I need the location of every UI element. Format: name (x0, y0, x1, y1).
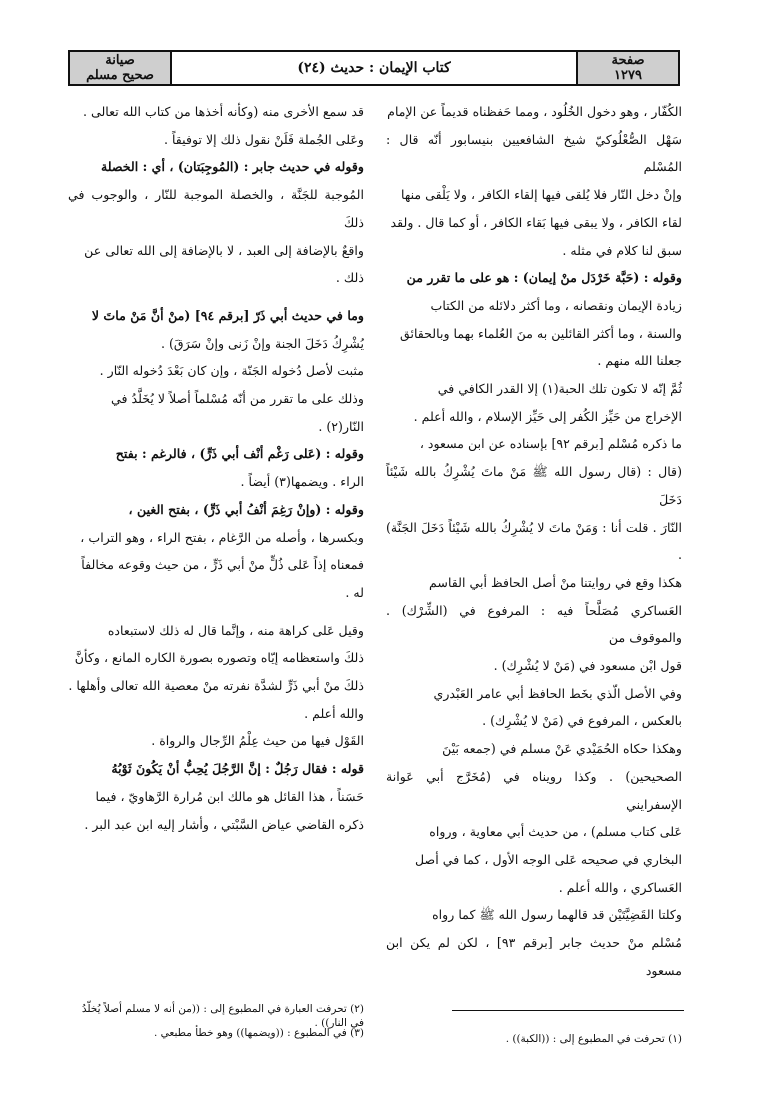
text-line: قول ابْن مسعود في (مَنْ لا يُشْرِك) . (493, 658, 682, 674)
text-line: وقوله : (عَلى رَغْم أنْف أبي ذَرٍّ) ، فالرغم : بفتح (115, 446, 364, 462)
footnote-divider (452, 1010, 684, 1011)
text-line: ذلكَ منْ أبي ذَرٍّ لشدَّة نفرته منْ معصية الله تعالى وأهلها . (68, 678, 364, 694)
text-line: وعَلى الجُملة فَلَنْ نقول ذلك إلا توفيقاً . (163, 131, 364, 147)
text-line: وفي الأصل الّذي بخَط الحافظ أبي عامر العَبْدري (433, 685, 682, 701)
text-line: ثُمَّ إنّه لا تكون تلك الحبة(١) إلا القدر الكافي في (437, 381, 682, 397)
footnote: (١) تحرفت في المطبوع إلى : ((الكبة)) . (505, 1033, 682, 1045)
text-line: سَهْل الصُّعْلُوكيّ شيخ الشافعيين بنيسابور أنّه قال : المُسْلم (386, 131, 682, 175)
text-line: الإخراج من حَيِّز الكُفر إلى حَيِّز الإسلام ، والله أعلم . (413, 408, 682, 424)
book-title-line1: صيانة (105, 53, 135, 68)
text-line: قوله : فقال رَجُلٌ : إنَّ الرَّجُلَ يُحِبُّ أنْ يَكُونَ ثَوْبُهُ (111, 761, 364, 777)
text-line: لقاء الكافر ، ولا يبقى فيها بَقاء الكافر ، أو كما قال . ولقد (390, 214, 682, 230)
text-line: والسنة ، وما أكثر القائلين به منَ العُلماء بهما وبالحقائق (399, 325, 682, 341)
text-line: له . (345, 584, 364, 600)
text-line: وما في حديث أبي ذَرّ [برقم ٩٤] (منْ أنَّ مَنْ ماتَ لا (91, 307, 364, 323)
text-line: وقوله في حديث جابر : (المُوجِبَتان) ، أي : الخصلة (100, 159, 364, 175)
chapter-title: كتاب الإيمان : حديث (٢٤) (297, 60, 451, 76)
text-line: وبكسرها ، وأصله من الرَّغام ، بفتح الراء ، وهو التراب ، (80, 529, 364, 545)
text-line: ما ذكره مُسْلم [برقم ٩٢] بإسناده عن ابن مسعود ، (419, 436, 682, 452)
text-line: عَلى كتاب مسلم) ، من حديث أبي معاوية ، ورواه (429, 824, 682, 840)
text-line: والله أعلم . (304, 705, 364, 721)
text-line: ذلكَ واستعظامه إيّاه وتصوره بصورة الكاره المانع ، وكأنَّ (74, 650, 364, 666)
page-header (68, 50, 680, 86)
text-line: البخاري في صحيحه عَلى الوجه الأول ، كما في أصل (415, 851, 682, 867)
text-line: المُوجبة للجَنَّة ، والخصلة الموجبة للنّار ، والوجوب في ذلكَ (68, 187, 364, 230)
text-line: وقيل عَلى كراهة منه ، وإنَّما قال له ذلك لاستبعاده (107, 622, 364, 638)
text-line: النّارَ . قلت أنا : وَمَنْ ماتَ لا يُشْرِكُ بالله شَيْئاً دَخَلَ الجَنَّة) . (386, 519, 682, 563)
book-title-box (70, 52, 172, 84)
text-line: القَوْل فيها من حيث عِلْمُ الرِّجال والرواة . (151, 733, 364, 749)
text-line: هكذا وقع في روايتنا منْ أصل الحافظ أبي القاسم (429, 574, 682, 590)
text-line: النّار(٢) . (318, 418, 364, 434)
text-line: وإنْ دخل النّار فلا يُلقى فيها إلقاء الكافر ، ولا يَلْقى منها (400, 187, 682, 203)
text-line: الراء . ويضمها(٣) أيضاً . (240, 474, 364, 490)
text-line: وذلك على ما تقرر من أنّه مُسْلماً أصلاً لا يُخَلَّدُ في (110, 391, 364, 407)
text-line: (قال : (قال رسول الله ﷺ مَنْ ماتَ يُشْرِكُ بالله شَيْئاً دَخَلَ (386, 464, 682, 507)
text-line: الصحيحين) . وكذا رويناه في (مُخَرَّج أبي عَوانة الإسفرايني (386, 768, 682, 812)
text-line: قد سمع الأخرى منه (وكأنه أخذها من كتاب الله تعالى . (82, 104, 364, 119)
left-column (68, 98, 364, 838)
text-line: مثبت لأصل دُخوله الجَنّة ، وإن كان بَعْدَ دُخوله النّار . (99, 363, 364, 379)
right-column (386, 98, 682, 985)
text-line: حَسَناً ، هذا القائل هو مالك ابن مُرارة الرَّهاويّ ، فيما (95, 788, 364, 804)
footnote: (٣) في المطبوع : ((ويضمها)) وهو خطأ مطبعي . (153, 1027, 364, 1039)
footnote: (٢) تحرفت العبارة في المطبوع إلى : ((من أنه لا مسلم أصلاً يُخلّدُ في النار)) . (81, 1003, 364, 1029)
page-number-box (576, 52, 678, 84)
book-title-line2: صحيح مسلم (86, 68, 154, 83)
text-line: وقوله : (حَبَّة خَرْدَل منْ إيمان) : هو على ما تقرر من (406, 270, 682, 286)
text-line: يُشْرِكُ دَخَلَ الجنة وإنْ زَنى وإنْ سَرَقَ) . (161, 335, 364, 351)
text-line: وكلتا القَضِيَّتَيْن قد قالهما رسول الله ﷺ كما رواه (432, 907, 682, 923)
text-line: واقعٌ بالإضافة إلى العبد ، لا بالإضافة إلى الله تعالى عن (84, 242, 364, 258)
page-label: صفحة (611, 53, 645, 68)
text-line: مُسْلم منْ حديث جابر [برقم ٩٣] ، لكن لم يكن ابن مسعود (386, 935, 682, 978)
text-line: فمعناه إذاً عَلى ذُلٍّ منْ أبي ذَرٍّ ، من حيث وقوعه مخالفاً (81, 557, 364, 573)
text-line: زيادة الإيمان ونقصانه ، وما أكثر دلائله من الكتاب (430, 297, 682, 313)
text-line: وقوله : (وإنْ رَغِمَ أنْفُ أبي ذَرٍّ) ، بفتح الغين ، (128, 501, 364, 517)
text-line: ذلك . (335, 270, 364, 286)
text-line: ذكره القاضي عياض السَّبْتي ، وأشار إليه ابن عبد البر . (84, 816, 364, 832)
text-line: سبق لنا كلام في مثله . (562, 242, 682, 258)
text-line: العَساكري ، والله أعلم . (558, 879, 682, 895)
text-line: وهكذا حكاه الحُمَيْدي عَنْ مسلم في (جمعه بَيْنَ (442, 741, 682, 757)
text-line: العَساكري مُصَلَّحاً فيه : المرفوع في (الشِّرْك) . والموقوف من (386, 602, 682, 646)
text-line: جعلنا الله منهم . (597, 353, 682, 369)
text-line: بالعكس ، المرفوع في (مَنْ لا يُشْرِك) . (482, 713, 682, 729)
page-number: ١٢٧٩ (614, 68, 642, 83)
text-line: الكُفّار ، وهو دخول الخُلُود ، ومما حَفظناه قديماً عن الإمام (387, 104, 682, 119)
